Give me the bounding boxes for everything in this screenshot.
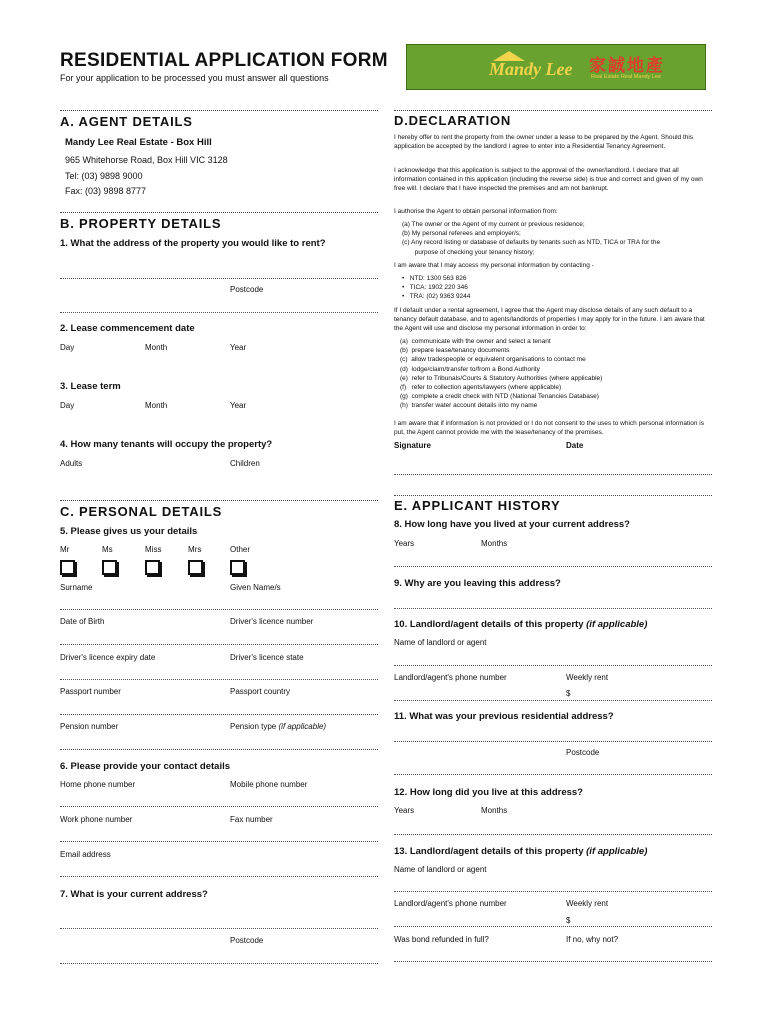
property-q1: 1. What the address of the property you would like to rent? xyxy=(60,238,326,249)
section-divider xyxy=(60,212,378,213)
agent-company: Mandy Lee Real Estate - Box Hill xyxy=(65,137,212,148)
pension-line[interactable] xyxy=(60,749,378,750)
prev-weekly-rent-label: Weekly rent xyxy=(566,899,609,908)
landlord-name-label: Name of landlord or agent xyxy=(394,638,487,647)
home-phone-label: Home phone number xyxy=(60,780,136,789)
history-q12: 12. How long did you live at this address? xyxy=(394,787,583,798)
company-logo xyxy=(406,44,706,90)
personal-q7: 7. What is your current address? xyxy=(60,889,208,900)
personal-q5: 5. Please gives us your details xyxy=(60,526,198,537)
previous-address-line-2[interactable] xyxy=(394,774,712,775)
passport-label: Passport number xyxy=(60,687,121,696)
landlord-name-line[interactable] xyxy=(394,665,712,666)
current-years-label[interactable]: Years xyxy=(394,539,415,548)
landlord-phone-line[interactable] xyxy=(394,700,712,701)
email-line[interactable] xyxy=(60,876,378,877)
property-q4: 4. How many tenants will occupy the property? xyxy=(60,439,273,450)
contact-item: • TICA: 1902 220 346 xyxy=(402,284,468,292)
list1-item: (b) My personal referees and employer/s; xyxy=(402,230,521,238)
prev-weekly-rent-dollar[interactable]: $ xyxy=(566,916,571,925)
property-heading: B. PROPERTY DETAILS xyxy=(60,216,222,231)
contact-item: • NTD: 1300 563 826 xyxy=(402,275,467,282)
title-miss-checkbox[interactable] xyxy=(145,560,160,575)
prev-landlord-name-line[interactable] xyxy=(394,891,712,892)
mobile-phone-label: Mobile phone number xyxy=(230,780,308,789)
list2-item: (h) transfer water account details into my name xyxy=(400,402,538,410)
licence-state-label: Driver's licence state xyxy=(230,653,304,662)
list2-item: (a) communicate with the owner and select a tenant xyxy=(400,338,551,345)
form-subtitle: For your application to be processed you must answer all questions xyxy=(60,73,329,83)
q10-text: 10. Landlord/agent details of this property xyxy=(394,619,584,630)
bond-refunded-label: Was bond refunded in full? xyxy=(394,935,489,944)
lease-term-day[interactable]: Day xyxy=(60,401,75,410)
licence-line[interactable] xyxy=(60,679,378,680)
agent-tel: Tel: (03) 9898 9000 xyxy=(65,171,143,181)
current-months-label[interactable]: Months xyxy=(481,539,508,548)
date-label: Date xyxy=(566,441,584,450)
list1-item: (c) Any record listing or database of defaults by tenants such as NTD, TICA or TRA for the xyxy=(402,239,661,247)
licence-expiry-label: Driver's licence expiry date xyxy=(60,653,156,662)
agent-address: 965 Whitehorse Road, Box Hill VIC 3128 xyxy=(65,155,228,165)
tenants-adults[interactable]: Adults xyxy=(60,459,83,468)
title-mr-checkbox[interactable] xyxy=(60,560,75,575)
dob-label: Date of Birth xyxy=(60,617,105,626)
declaration-list2 xyxy=(400,337,712,411)
work-phone-label: Work phone number xyxy=(60,815,133,824)
previous-duration-line[interactable] xyxy=(394,834,712,835)
list2-item: (b) prepare lease/tenancy documents xyxy=(400,347,510,355)
weekly-rent-label: Weekly rent xyxy=(566,673,609,682)
previous-years-label[interactable]: Years xyxy=(394,806,415,815)
lease-start-day[interactable]: Day xyxy=(60,343,75,352)
title-mrs-checkbox[interactable] xyxy=(188,560,203,575)
lease-term-year[interactable]: Year xyxy=(230,401,247,410)
title-ms-checkbox[interactable] xyxy=(102,560,117,575)
list2-item: (g) complete a credit check with NTD (National Tenancies Database) xyxy=(400,393,599,401)
personal-heading: C. PERSONAL DETAILS xyxy=(60,504,223,519)
fax-label: Fax number xyxy=(230,815,273,824)
logo-name: Mandy Lee xyxy=(489,59,573,79)
title-miss-label: Miss xyxy=(145,545,162,554)
duration-line[interactable] xyxy=(394,566,712,567)
contact-tica: TICA: 1902 220 346 xyxy=(409,284,468,292)
previous-address-line[interactable] xyxy=(394,741,712,742)
contact-ntd: NTD: 1300 563 826 xyxy=(409,275,467,282)
personal-q6: 6. Please provide your contact details xyxy=(60,761,231,772)
declaration-contacts xyxy=(402,274,702,302)
tenants-children[interactable]: Children xyxy=(230,459,260,468)
lease-term-month[interactable]: Month xyxy=(145,401,168,410)
agent-heading: A. AGENT DETAILS xyxy=(60,114,193,129)
title-mr-label: Mr xyxy=(60,545,70,554)
declaration-p4: I am aware that I may access my personal information by contacting - xyxy=(394,262,594,269)
pension-type-text: Pension type xyxy=(230,722,277,731)
pension-label: Pension number xyxy=(60,722,119,731)
prev-landlord-phone-line[interactable] xyxy=(394,926,712,927)
prev-landlord-phone-label: Landlord/agent's phone number xyxy=(394,899,507,908)
title-ms-label: Ms xyxy=(102,545,113,554)
bond-line[interactable] xyxy=(394,961,712,962)
q13-text: 13. Landlord/agent details of this property xyxy=(394,846,584,857)
prev-landlord-name-label: Name of landlord or agent xyxy=(394,865,487,874)
declaration-p6: I am aware that if information is not provided or I do not consent to the uses to which personal information is put, the Agent cannot provide me with the lease/tenancy of the premises. xyxy=(394,420,704,436)
property-q2: 2. Lease commencement date xyxy=(60,323,195,334)
current-postcode-label: Postcode xyxy=(230,936,264,945)
licence-label: Driver's licence number xyxy=(230,617,314,626)
history-q9: 9. Why are you leaving this address? xyxy=(394,578,561,589)
history-q10 xyxy=(394,619,647,630)
declaration-p3: I authorise the Agent to obtain personal information from: xyxy=(394,208,558,215)
property-address-line[interactable] xyxy=(60,278,378,279)
declaration-p2: I acknowledge that this application is subject to the approval of the owner/landlord. I declare that all information contained in this application (including the reverse side) is true and correct and given of my own free will. I declare that I have inspected the premises and am not bankrupt. xyxy=(394,167,703,192)
dob-line[interactable] xyxy=(60,644,378,645)
work-phone-line[interactable] xyxy=(60,841,378,842)
pension-type-label xyxy=(230,722,326,731)
previous-postcode-label: Postcode xyxy=(566,748,600,757)
list2-item: (f) refer to collection agents/lawyers (where applicable) xyxy=(400,384,562,392)
given-name-label: Given Name/s xyxy=(230,583,281,592)
history-heading: E. APPLICANT HISTORY xyxy=(394,498,561,513)
landlord-phone-label: Landlord/agent's phone number xyxy=(394,673,507,682)
email-label: Email address xyxy=(60,850,111,859)
declaration-p5: If I default under a rental agreement, I agree that the Agent may disclose details of any such default to a tenancy default database, and to agents/landlords of properties I may apply for in the future. I am aware that the Agent will use and disclose my personal information in order to: xyxy=(394,307,705,332)
title-other-checkbox[interactable] xyxy=(230,560,245,575)
history-q8: 8. How long have you lived at your current address? xyxy=(394,519,630,530)
passport-line[interactable] xyxy=(60,714,378,715)
leaving-reason-line[interactable] xyxy=(394,608,712,609)
list2-item: (c) allow tradespeople or equivalent organisations to contact me xyxy=(400,356,586,364)
if-no-label: If no, why not? xyxy=(566,935,619,944)
agent-fax: Fax: (03) 9898 8777 xyxy=(65,186,147,196)
title-other-label: Other xyxy=(230,545,251,554)
current-address-line[interactable] xyxy=(60,928,378,929)
list1-item: purpose of checking your tenancy history; xyxy=(402,248,535,256)
signature-label: Signature xyxy=(394,441,431,450)
declaration-heading: D.DECLARATION xyxy=(394,113,512,128)
form-title: RESIDENTIAL APPLICATION FORM xyxy=(60,50,388,71)
history-q11: 11. What was your previous residential address? xyxy=(394,711,614,722)
pension-type-note: (if applicable) xyxy=(278,722,327,731)
declaration-p1: I hereby offer to rent the property from the owner under a lease to be prepared by the Agent. Should this application be accepted by the landlord I agree to enter into a Residential Tenancy Agreement. xyxy=(394,134,694,150)
lease-start-year[interactable]: Year xyxy=(230,343,247,352)
logo-tag: Real Estate Real Mandy Lee xyxy=(591,74,662,80)
logo-chinese: 家誠地產 xyxy=(589,56,665,75)
previous-months-label[interactable]: Months xyxy=(481,806,508,815)
section-divider xyxy=(60,110,378,111)
q13-note: (if applicable) xyxy=(586,846,648,857)
current-address-line-2[interactable] xyxy=(60,963,378,964)
weekly-rent-dollar[interactable]: $ xyxy=(566,689,571,698)
section-divider xyxy=(60,500,378,501)
title-mrs-label: Mrs xyxy=(188,545,202,554)
contact-tra: TRA: (02) 9363 9244 xyxy=(409,293,471,301)
property-address-line-2[interactable] xyxy=(60,312,378,313)
passport-country-label: Passport country xyxy=(230,687,291,696)
history-q13 xyxy=(394,846,647,857)
q10-note: (if applicable) xyxy=(586,619,648,630)
surname-label: Surname xyxy=(60,583,93,592)
property-postcode-label: Postcode xyxy=(230,285,264,294)
signature-line[interactable] xyxy=(394,474,712,475)
declaration-list1 xyxy=(402,220,712,257)
phone-line[interactable] xyxy=(60,806,378,807)
lease-start-month[interactable]: Month xyxy=(145,343,168,352)
list1-item: (a) The owner or the Agent of my current or previous residence; xyxy=(402,221,585,228)
surname-line[interactable] xyxy=(60,609,378,610)
list2-item: (e) refer to Tribunals/Courts & Statutory Authorities (where applicable) xyxy=(400,374,603,382)
property-q3: 3. Lease term xyxy=(60,381,121,392)
list2-item: (d) lodge/claim/transfer to/from a Bond Authority xyxy=(400,365,540,373)
contact-item: • TRA: (02) 9363 9244 xyxy=(402,293,471,301)
